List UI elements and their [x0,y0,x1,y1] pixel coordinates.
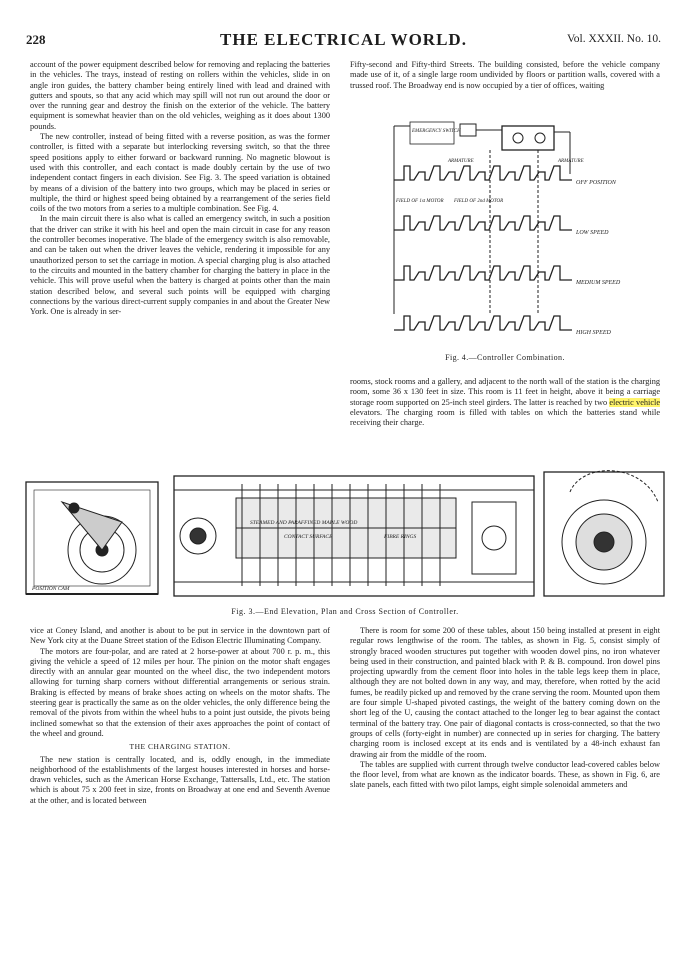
label-medium-speed: MEDIUM SPEED [576,280,621,286]
paragraph: In the main circuit there is also what is called an emergency switch, in such a position that the driver can strike it with his heel and open the main circuit in case for any reason the controller becomes inoperative. The blade of the emergency switch is also removable, and can be taken out when the driver leaves the vehicle, rendering it impossible for any unauthorized person to set the carriage in motion. A special charging plug is also attached to the circuits and mounted in the battery chamber for charging the battery in place in the vehicle. This will prove useful when the battery is charged at points other than the main station described below, and several such points will be equipped with charging connections by the various direct-current supply companies in and about the Greater New York. One is already in ser- [30,214,330,317]
label-maple-wood: STEAMED AND PARAFFINED MAPLE WOOD [250,520,358,526]
text-span: elevators. The charging room is filled with tables on which the batteries stand while receiving their charge. [350,407,660,428]
paragraph: account of the power equipment described below for removing and replacing the batteries in the vehicles. The trays, instead of resting on rollers within the vehicles, slide in on angle iron guides, the battery chamber being entirely lined with lead and drained with gutters and spouts, so that any acid which may spill will not run out around the door or over the running gear and destroy the finish on the exterior of the vehicle. The battery equipment is somewhat heavier than on the old vehicles, weighing as it does about 1300 pounds. [30,60,330,131]
paragraph: The new station is centrally located, and is, oddly enough, in the immediate neighborhood of the establishments of the largest houses interested in horses and horse-drawn vehicles, such as the American Horse Exchange, Tattersalls, Ltd., etc. The station which is about 75 x 200 feet in size, fronts on Broadway at one end and Seventh Avenue at the other, and is located between [30,754,330,805]
paragraph: vice at Coney Island, and another is about to be put in service in the downtown part of New York city at the Duane Street station of the Edison Electric Illuminating Company. [30,626,330,646]
figure-3-caption: Fig. 3.—End Elevation, Plan and Cross Section of Controller. [231,607,459,616]
paragraph: The motors are four-polar, and are rated at 2 horse-power at about 700 r. p. m., this giving the vehicle a speed of 12 miles per hour. The pinion on the motor shaft engages directly with an annular gear mounted on the wheel disc, the two independent motors allowing for turning sharp corners without differential arrangements or serious strain. Braking is effected by means of brake shoes acting on wheels on the motor shafts. The steering gear is practically the same as on the older vehicles, the only difference being the removal of the pivots from within the wheel hubs to a point just outside, the pivots being inclined somewhat so that the extension of their axes approaches the point of contact of the wheel and ground. [30,646,330,738]
figure-4-diagram [390,118,630,358]
column-right-middle [350,377,660,428]
label-field-1: FIELD OF 1st MOTOR [396,199,444,204]
column-left-top [30,60,330,317]
column-right-top [350,60,660,91]
label-off-position: OFF POSITION [576,180,616,186]
label-fibre-rings: FIBRE RINGS [384,534,417,540]
figure-3-drawing [22,462,668,604]
paragraph: The new controller, instead of being fitted with a reverse position, as was the former controller, is fitted with a separate but interlocking reversing switch, so that the three speed positions apply to either forward or backward running. No magnetic blowout is used with this controller, and each contact is made doubly certain by the use of two independent contact fingers in each division. See Fig. 3. The speed variation is obtained by means of a division of the battery into two groups, which may be placed in series or multiple, the third or highest speed being obtained by a rearrangement of the series field coils of the two motors from a series to a multiple combination. See Fig. 4. [30,132,330,214]
label-armature-2: ARMATURE [558,159,584,164]
column-left-bottom [30,626,330,806]
column-right-bottom [350,626,660,791]
highlighted-text: electric vehicle [609,397,660,407]
volume-number: Vol. XXXII. No. 10. [566,33,661,45]
label-armature-1: ARMATURE [448,159,474,164]
circuit-row [394,316,572,330]
paragraph [350,377,660,428]
label-high-speed: HIGH SPEED [576,330,611,336]
journal-title: THE ELECTRICAL WORLD. [220,30,467,49]
label-position-cam: POSITION CAM [32,586,70,592]
circuit-row [394,166,572,180]
page-header [26,30,661,52]
label-emergency-switch: EMERGENCY SWITCH [412,129,461,134]
text-span: rooms, stock rooms and a gallery, and adjacent to the north wall of the station is the charging room, some 36 x 130 feet in size. This room is 11 feet in height, above it being a carriage storage room supported on 25-inch steel girders. The latter is reached by two [350,377,660,407]
section-heading: THE CHARGING STATION. [129,742,231,752]
paragraph: The tables are supplied with current through twelve conductor lead-covered cables below the floor level, from what are known as the indicator boards. These, as shown in Fig. 6, are slate panels, each fitted with two pilot lamps, eight simple solenoidal ammeters and [350,759,660,790]
label-contact-surface: CONTACT SURFACE [284,534,333,540]
page-number: 228 [26,32,46,47]
circuit-row [394,216,572,230]
paragraph: Fifty-second and Fifty-third Streets. The building consisted, before the vehicle company made use of it, of a single large room undivided by floors or partition walls, covered with a trussed roof. The Broadway end is now occupied by a tier of offices, waiting [350,60,660,90]
paragraph: There is room for some 200 of these tables, about 150 being installed at present in eight regular rows lengthwise of the room. The tables, as shown in Fig. 5, consist simply of strongly braced wooden structures put together with wooden dowel pins, no iron whatever being used in their construction, and painted black with P. & B. compound. Iron dowel pins projecting upwardly from the cement floor into holes in the table legs keep them in place, although they are not bolted down in any way, and may, therefore, when rotted by the acid fumes, be readily picked up and removed by the crane serving the room. Mounted upon them are four simple U-shaped pivoted castings, the weight of the battery coming down on the short leg of the U, causing the contact attached to the longer leg to bear against the contact terminal of the battery tray. One pair of diagonal contacts is cross-connected, so that the two groups of cells (forty-eight in number) are connected up in series for charging. The battery charging room is inclosed except at its ends and is ventilated by a 48-inch exhaust fan drawing air from the middle of the room. [350,626,660,759]
label-field-2: FIELD OF 2nd MOTOR [454,199,504,204]
circuit-row [394,266,572,280]
label-low-speed: LOW SPEED [576,230,609,236]
figure-4-caption: Fig. 4.—Controller Combination. [445,353,565,362]
